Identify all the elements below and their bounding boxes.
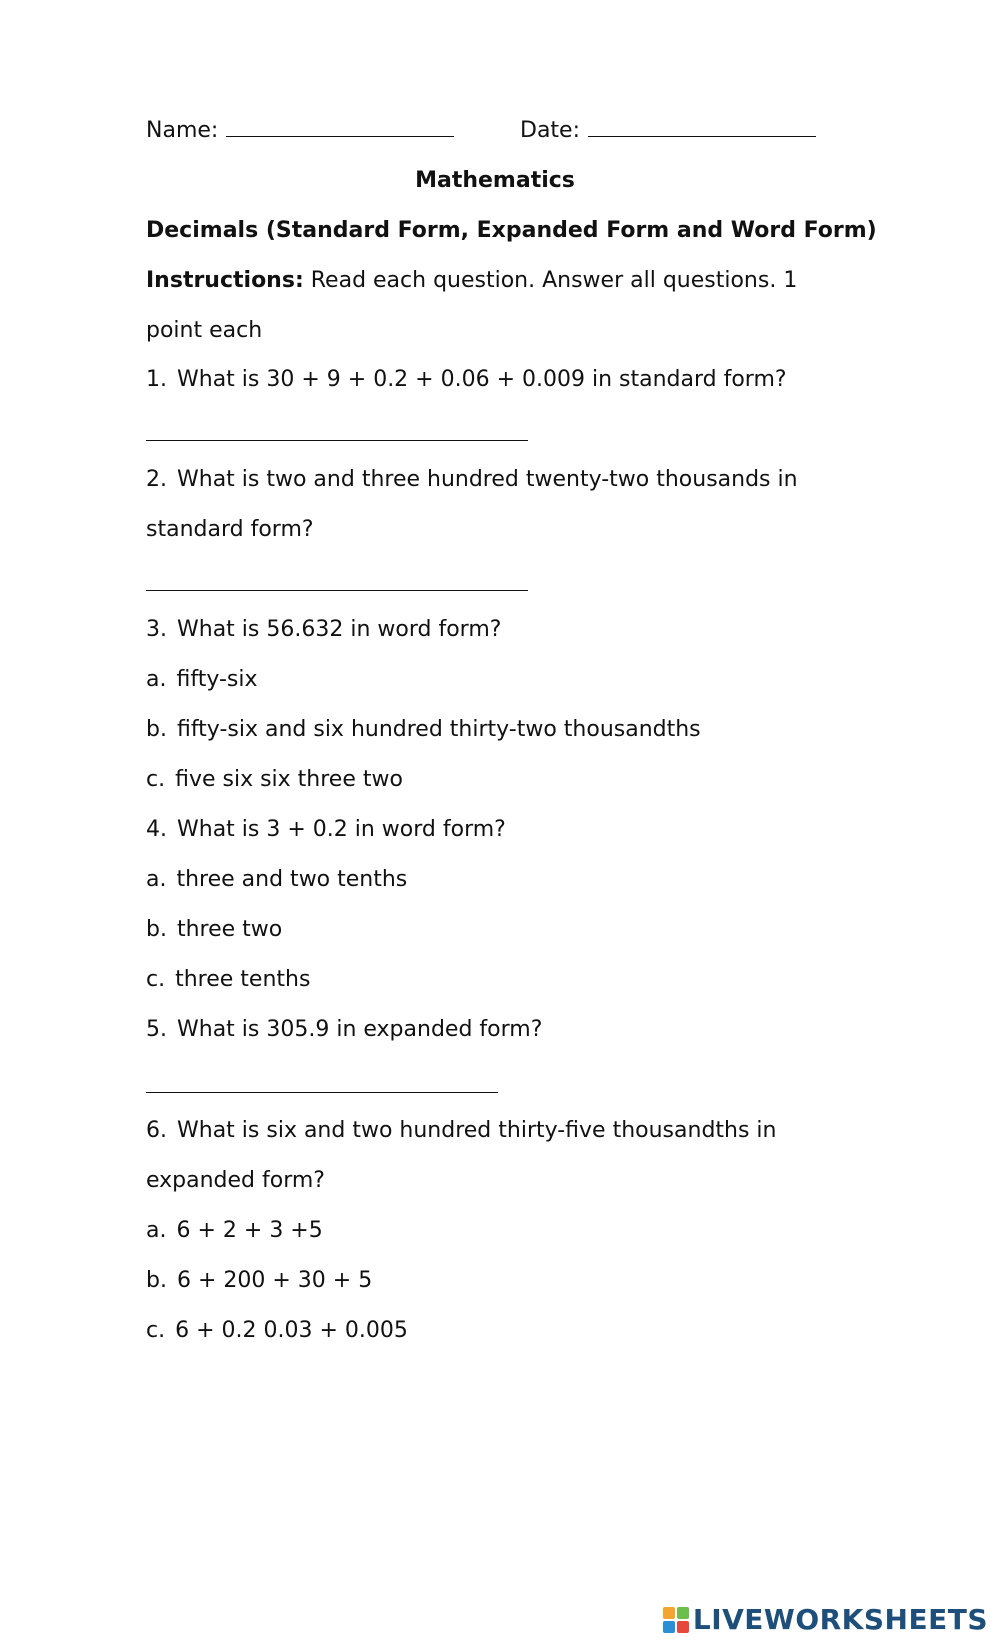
name-input-line[interactable]: [226, 116, 454, 137]
question-4: [146, 815, 506, 845]
question-6-continued: expanded form?: [146, 1168, 325, 1193]
logo-block: [677, 1607, 689, 1619]
question-text: What is two and three hundred twenty-two thousands in: [177, 467, 798, 492]
option-3b[interactable]: [146, 715, 701, 745]
question-5: [146, 1015, 542, 1045]
question-2: [146, 465, 798, 495]
question-number: 5.: [146, 1017, 167, 1042]
option-6c[interactable]: [146, 1316, 408, 1346]
option-text: three and two tenths: [176, 867, 408, 892]
question-text: What is 305.9 in expanded form?: [177, 1017, 543, 1042]
question-number: 2.: [146, 467, 167, 492]
name-label: Name:: [146, 118, 219, 143]
instructions-text-line1: Read each question. Answer all questions. 1: [310, 268, 798, 293]
option-letter: a.: [146, 867, 167, 892]
name-field[interactable]: [146, 116, 454, 146]
question-number: 1.: [146, 367, 167, 392]
topic-heading: Decimals (Standard Form, Expanded Form and Word Form): [146, 218, 877, 243]
question-text: What is 3 + 0.2 in word form?: [177, 817, 506, 842]
question-text: What is 56.632 in word form?: [177, 617, 502, 642]
question-text: What is 30 + 9 + 0.2 + 0.06 + 0.009 in standard form?: [177, 367, 787, 392]
question-number: 4.: [146, 817, 167, 842]
option-3a[interactable]: [146, 665, 258, 695]
answer-line-5[interactable]: [146, 1092, 498, 1093]
option-3c[interactable]: [146, 765, 403, 795]
option-text: 6 + 200 + 30 + 5: [176, 1268, 373, 1293]
question-1: [146, 365, 787, 395]
option-letter: c.: [146, 967, 166, 992]
option-text: three two: [176, 917, 283, 942]
date-label: Date:: [520, 118, 580, 143]
logo-block: [663, 1621, 675, 1633]
logo-blocks-icon: [663, 1607, 689, 1633]
option-text: 6 + 0.2 0.03 + 0.005: [175, 1318, 408, 1343]
date-input-line[interactable]: [588, 116, 816, 137]
option-letter: b.: [146, 717, 167, 742]
question-6: [146, 1116, 777, 1146]
logo-block: [677, 1621, 689, 1633]
option-text: fifty-six: [176, 667, 258, 692]
question-text: What is six and two hundred thirty-five thousandths in: [177, 1118, 777, 1143]
instructions-text-line2: point each: [146, 318, 263, 343]
answer-line-2[interactable]: [146, 590, 528, 591]
option-letter: c.: [146, 767, 166, 792]
question-number: 3.: [146, 617, 167, 642]
option-4a[interactable]: [146, 865, 407, 895]
subject-heading: Mathematics: [415, 168, 575, 193]
option-text: fifty-six and six hundred thirty-two thousandths: [176, 717, 701, 742]
option-letter: b.: [146, 1268, 167, 1293]
option-letter: c.: [146, 1318, 166, 1343]
option-6b[interactable]: [146, 1266, 372, 1296]
option-4c[interactable]: [146, 965, 310, 995]
logo-block: [663, 1607, 675, 1619]
question-2-continued: standard form?: [146, 517, 314, 542]
option-text: three tenths: [175, 967, 311, 992]
option-text: 6 + 2 + 3 +5: [176, 1218, 323, 1243]
option-letter: a.: [146, 1218, 167, 1243]
brand-text: LIVEWORKSHEETS: [692, 1603, 988, 1636]
instructions: [146, 266, 797, 296]
question-number: 6.: [146, 1118, 167, 1143]
answer-line-1[interactable]: [146, 440, 528, 441]
option-letter: b.: [146, 917, 167, 942]
option-letter: a.: [146, 667, 167, 692]
option-4b[interactable]: [146, 915, 282, 945]
instructions-label: Instructions:: [146, 268, 304, 293]
option-6a[interactable]: [146, 1216, 323, 1246]
question-3: [146, 615, 501, 645]
option-text: five six six three two: [175, 767, 403, 792]
liveworksheets-logo[interactable]: [663, 1603, 988, 1636]
date-field[interactable]: [520, 116, 816, 146]
